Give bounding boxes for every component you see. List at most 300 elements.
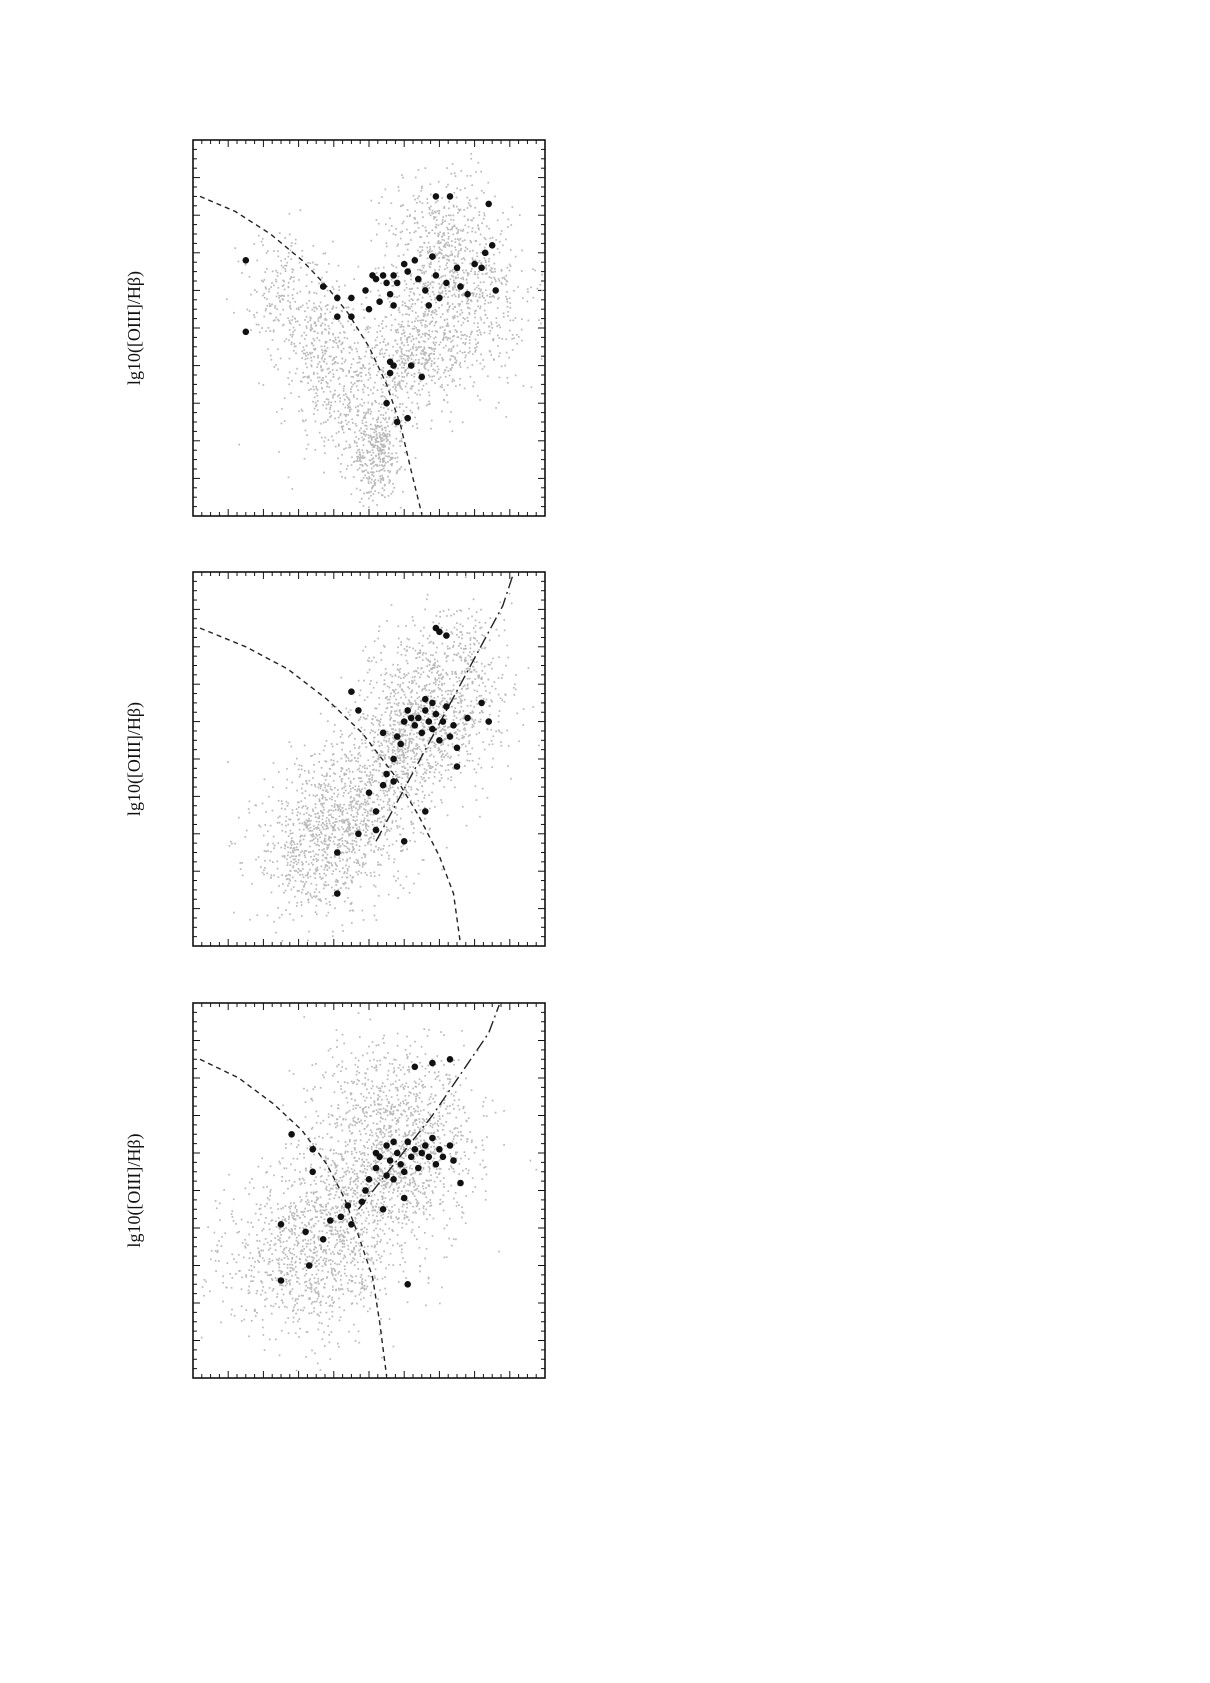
background-point: [363, 444, 365, 446]
background-point: [255, 859, 257, 861]
background-point: [392, 820, 394, 822]
background-point: [371, 660, 373, 662]
background-point: [427, 315, 429, 317]
background-point: [302, 256, 304, 258]
background-point: [310, 330, 312, 332]
background-point: [392, 844, 394, 846]
background-point: [476, 293, 478, 295]
background-point: [321, 774, 323, 776]
background-point: [421, 301, 423, 303]
background-point: [333, 288, 335, 290]
background-point: [425, 332, 427, 334]
background-point: [363, 417, 365, 419]
background-point: [368, 369, 370, 371]
background-point: [351, 376, 353, 378]
background-point: [439, 278, 441, 280]
background-point: [331, 743, 333, 745]
background-point: [480, 354, 482, 356]
background-point: [466, 303, 468, 305]
background-point: [463, 652, 465, 654]
background-point: [480, 282, 482, 284]
background-point: [323, 848, 325, 850]
background-point: [404, 767, 406, 769]
background-point: [295, 243, 297, 245]
background-point: [445, 376, 447, 378]
background-point: [417, 299, 419, 301]
background-point: [328, 386, 330, 388]
background-point: [395, 820, 397, 822]
background-point: [437, 235, 439, 237]
background-point: [384, 427, 386, 429]
background-point: [269, 305, 271, 307]
background-point: [338, 337, 340, 339]
background-point: [411, 812, 413, 814]
background-point: [450, 215, 452, 217]
background-point: [391, 264, 393, 266]
background-point: [410, 750, 412, 752]
background-point: [439, 243, 441, 245]
background-point: [478, 764, 480, 766]
background-point: [356, 790, 358, 792]
background-point: [309, 893, 311, 895]
background-point: [317, 355, 319, 357]
background-point: [499, 601, 501, 603]
background-point: [501, 699, 503, 701]
background-point: [351, 464, 353, 466]
background-point: [447, 756, 449, 758]
background-point: [292, 271, 294, 273]
background-point: [400, 232, 402, 234]
background-point: [453, 380, 455, 382]
background-point: [401, 358, 403, 360]
background-point: [392, 386, 394, 388]
background-point: [456, 227, 458, 229]
background-point: [439, 780, 441, 782]
background-point: [258, 235, 260, 237]
background-point: [281, 808, 283, 810]
background-point: [409, 232, 411, 234]
background-point: [518, 741, 520, 743]
background-point: [501, 745, 503, 747]
highlight-point: [408, 362, 415, 369]
background-point: [484, 366, 486, 368]
background-point: [296, 815, 298, 817]
background-point: [309, 292, 311, 294]
background-point: [395, 689, 397, 691]
background-point: [392, 786, 394, 788]
background-point: [377, 849, 379, 851]
background-point: [478, 271, 480, 273]
background-point: [369, 683, 371, 685]
background-point: [399, 406, 401, 408]
background-point: [337, 345, 339, 347]
background-point: [233, 912, 235, 914]
background-point: [389, 459, 391, 461]
background-point: [390, 457, 392, 459]
background-point: [418, 334, 420, 336]
background-point: [398, 276, 400, 278]
background-point: [476, 700, 478, 702]
background-point: [297, 843, 299, 845]
background-point: [289, 305, 291, 307]
background-point: [493, 338, 495, 340]
background-point: [481, 677, 483, 679]
background-point: [474, 313, 476, 315]
background-point: [453, 645, 455, 647]
background-point: [458, 723, 460, 725]
background-point: [360, 464, 362, 466]
background-point: [430, 194, 432, 196]
background-point: [348, 808, 350, 810]
background-point: [254, 316, 256, 318]
background-point: [419, 320, 421, 322]
background-point: [481, 670, 483, 672]
background-point: [351, 754, 353, 756]
background-point: [312, 309, 314, 311]
background-point: [498, 721, 500, 723]
background-point: [316, 308, 318, 310]
background-point: [342, 429, 344, 431]
background-point: [442, 643, 444, 645]
background-point: [306, 345, 308, 347]
background-point: [337, 458, 339, 460]
background-point: [362, 814, 364, 816]
background-point: [362, 824, 364, 826]
background-point: [454, 192, 456, 194]
background-point: [395, 350, 397, 352]
background-point: [294, 847, 296, 849]
background-point: [402, 301, 404, 303]
background-point: [497, 345, 499, 347]
background-point: [447, 778, 449, 780]
background-point: [401, 326, 403, 328]
background-point: [370, 692, 372, 694]
background-point: [410, 349, 412, 351]
background-point: [331, 833, 333, 835]
background-point: [342, 358, 344, 360]
background-point: [379, 626, 381, 628]
background-point: [265, 310, 267, 312]
background-point: [407, 750, 409, 752]
background-point: [414, 758, 416, 760]
background-point: [403, 673, 405, 675]
background-point: [330, 786, 332, 788]
background-point: [313, 825, 315, 827]
background-point: [317, 854, 319, 856]
background-point: [475, 295, 477, 297]
background-point: [364, 856, 366, 858]
background-point: [326, 404, 328, 406]
background-point: [254, 289, 256, 291]
background-point: [445, 370, 447, 372]
background-point: [256, 260, 258, 262]
background-point: [517, 286, 519, 288]
background-point: [364, 356, 366, 358]
background-point: [509, 330, 511, 332]
background-point: [446, 615, 448, 617]
background-point: [373, 475, 375, 477]
background-point: [403, 332, 405, 334]
background-point: [295, 373, 297, 375]
background-point: [354, 738, 356, 740]
background-point: [411, 789, 413, 791]
background-point: [344, 414, 346, 416]
background-point: [461, 334, 463, 336]
background-point: [474, 723, 476, 725]
background-point: [372, 449, 374, 451]
background-point: [377, 290, 379, 292]
background-point: [304, 458, 306, 460]
background-point: [317, 373, 319, 375]
background-point: [430, 692, 432, 694]
background-point: [307, 358, 309, 360]
background-point: [460, 719, 462, 721]
background-point: [354, 382, 356, 384]
background-point: [435, 681, 437, 683]
background-point: [512, 349, 514, 351]
background-point: [423, 319, 425, 321]
background-point: [370, 814, 372, 816]
background-point: [510, 249, 512, 251]
background-point: [410, 279, 412, 281]
background-point: [291, 782, 293, 784]
background-point: [335, 339, 337, 341]
background-point: [385, 349, 387, 351]
background-point: [373, 687, 375, 689]
background-point: [380, 754, 382, 756]
background-point: [489, 692, 491, 694]
background-point: [277, 822, 279, 824]
background-point: [426, 286, 428, 288]
background-point: [296, 308, 298, 310]
background-point: [501, 732, 503, 734]
background-point: [351, 349, 353, 351]
background-point: [397, 245, 399, 247]
background-point: [393, 487, 395, 489]
background-point: [374, 436, 376, 438]
background-point: [429, 755, 431, 757]
background-point: [293, 862, 295, 864]
background-point: [401, 380, 403, 382]
background-point: [447, 322, 449, 324]
background-point: [450, 350, 452, 352]
background-point: [389, 443, 391, 445]
background-point: [437, 727, 439, 729]
background-point: [313, 764, 315, 766]
background-point: [322, 369, 324, 371]
background-point: [460, 772, 462, 774]
background-point: [454, 315, 456, 317]
background-point: [434, 806, 436, 808]
background-point: [321, 833, 323, 835]
background-point: [469, 740, 471, 742]
background-point: [374, 708, 376, 710]
background-point: [267, 830, 269, 832]
background-point: [431, 380, 433, 382]
background-point: [382, 438, 384, 440]
background-point: [343, 385, 345, 387]
background-point: [346, 873, 348, 875]
background-point: [345, 415, 347, 417]
background-point: [335, 337, 337, 339]
background-point: [340, 887, 342, 889]
background-point: [489, 333, 491, 335]
background-point: [479, 244, 481, 246]
background-point: [379, 432, 381, 434]
background-point: [428, 689, 430, 691]
background-point: [342, 325, 344, 327]
background-point: [378, 755, 380, 757]
background-point: [390, 712, 392, 714]
background-point: [476, 360, 478, 362]
highlight-point: [362, 287, 369, 294]
background-point: [441, 253, 443, 255]
background-point: [249, 812, 251, 814]
background-point: [489, 276, 491, 278]
background-point: [420, 722, 422, 724]
background-point: [411, 703, 413, 705]
background-point: [328, 325, 330, 327]
background-point: [432, 369, 434, 371]
background-point: [410, 410, 412, 412]
highlight-point: [471, 261, 478, 268]
background-point: [521, 250, 523, 252]
background-point: [331, 796, 333, 798]
background-point: [440, 316, 442, 318]
background-point: [459, 696, 461, 698]
background-point: [434, 722, 436, 724]
background-point: [495, 281, 497, 283]
background-point: [370, 389, 372, 391]
background-point: [411, 306, 413, 308]
background-point: [307, 307, 309, 309]
background-point: [480, 306, 482, 308]
background-point: [384, 683, 386, 685]
background-point: [414, 222, 416, 224]
background-point: [396, 710, 398, 712]
background-point-cloud: [226, 153, 543, 509]
background-point: [485, 690, 487, 692]
background-point: [406, 650, 408, 652]
background-point: [447, 242, 449, 244]
background-point: [267, 348, 269, 350]
background-point: [301, 892, 303, 894]
background-point: [406, 341, 408, 343]
background-point: [380, 378, 382, 380]
background-point: [492, 271, 494, 273]
background-point: [361, 437, 363, 439]
background-point: [426, 665, 428, 667]
background-point: [487, 375, 489, 377]
background-point: [367, 471, 369, 473]
background-point: [389, 687, 391, 689]
background-point: [467, 219, 469, 221]
background-point: [378, 782, 380, 784]
background-point: [290, 870, 292, 872]
background-point: [421, 776, 423, 778]
background-point: [378, 403, 380, 405]
background-point: [346, 468, 348, 470]
background-point: [438, 213, 440, 215]
background-point: [346, 307, 348, 309]
background-point: [484, 648, 486, 650]
background-point: [448, 201, 450, 203]
highlight-point: [404, 415, 411, 422]
background-point: [341, 311, 343, 313]
background-point: [343, 331, 345, 333]
background-point: [450, 756, 452, 758]
background-point: [448, 260, 450, 262]
background-point: [434, 719, 436, 721]
background-point: [336, 280, 338, 282]
background-point: [491, 740, 493, 742]
background-point: [271, 359, 273, 361]
background-point: [381, 389, 383, 391]
background-point: [299, 874, 301, 876]
background-point: [328, 819, 330, 821]
background-point: [490, 729, 492, 731]
background-point: [418, 408, 420, 410]
background-point: [394, 858, 396, 860]
background-point: [322, 854, 324, 856]
background-point: [378, 471, 380, 473]
background-point: [482, 741, 484, 743]
background-point: [425, 368, 427, 370]
background-point: [424, 354, 426, 356]
background-point: [359, 695, 361, 697]
background-point: [349, 910, 351, 912]
background-point: [364, 425, 366, 427]
background-point: [318, 824, 320, 826]
background-point: [444, 329, 446, 331]
background-point: [306, 448, 308, 450]
background-point: [334, 361, 336, 363]
background-point: [323, 391, 325, 393]
background-point: [429, 296, 431, 298]
background-point: [292, 809, 294, 811]
background-point: [402, 414, 404, 416]
background-point: [401, 356, 403, 358]
background-point: [281, 803, 283, 805]
background-point: [420, 832, 422, 834]
background-point: [451, 245, 453, 247]
background-point: [387, 343, 389, 345]
background-point: [341, 837, 343, 839]
background-point: [506, 280, 508, 282]
background-point: [323, 803, 325, 805]
background-point: [397, 625, 399, 627]
highlight-point: [422, 287, 429, 294]
background-point: [355, 803, 357, 805]
background-point: [389, 715, 391, 717]
background-point: [344, 901, 346, 903]
background-point: [433, 246, 435, 248]
background-point: [380, 481, 382, 483]
background-point: [419, 255, 421, 257]
background-point: [378, 410, 380, 412]
background-point: [399, 724, 401, 726]
background-point: [398, 307, 400, 309]
background-point: [480, 319, 482, 321]
background-point: [290, 245, 292, 247]
background-point: [448, 350, 450, 352]
background-point: [431, 365, 433, 367]
background-point: [470, 705, 472, 707]
background-point: [479, 712, 481, 714]
background-point: [456, 289, 458, 291]
background-point: [495, 239, 497, 241]
background-point: [443, 372, 445, 374]
